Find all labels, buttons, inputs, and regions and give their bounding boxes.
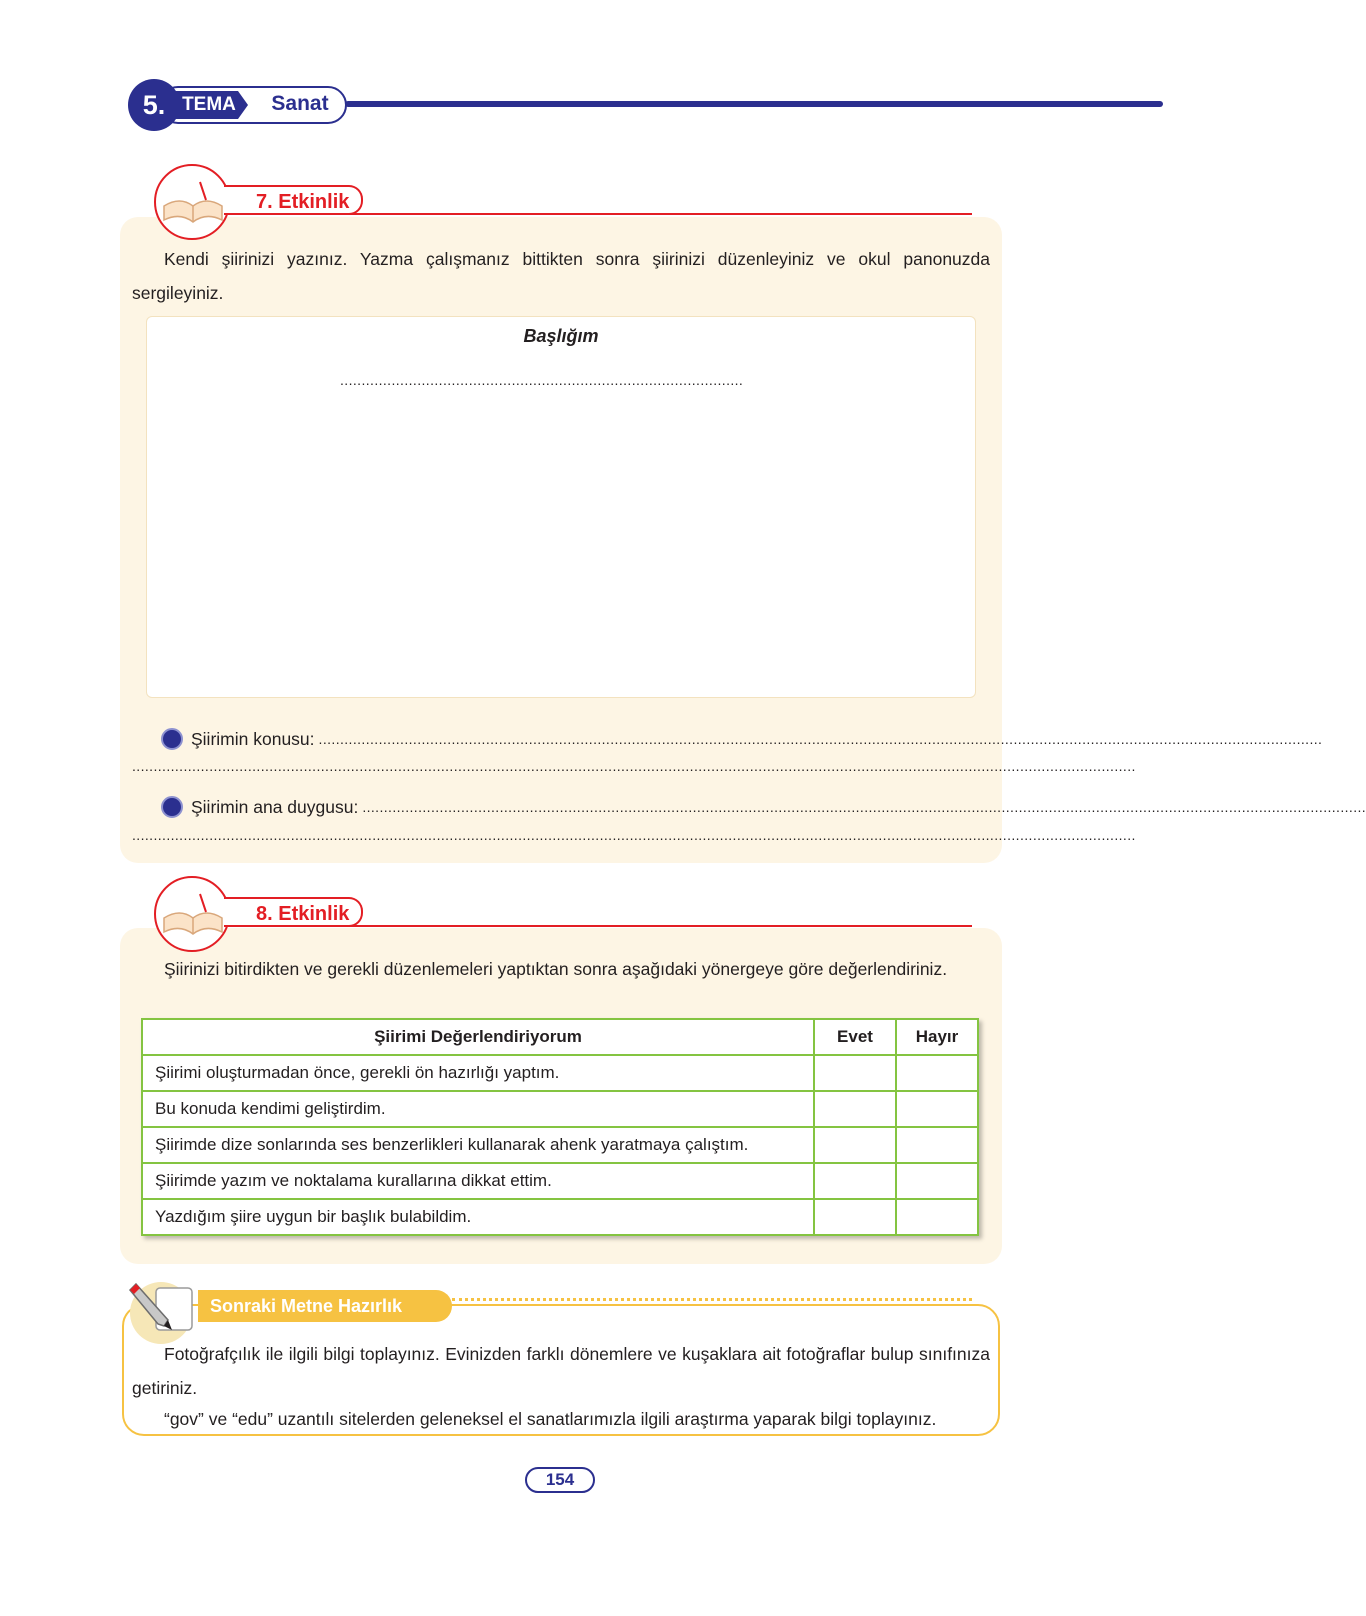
no-checkbox-cell[interactable] bbox=[896, 1055, 978, 1091]
yes-checkbox-cell[interactable] bbox=[814, 1091, 896, 1127]
activity8-instruction: Şiirinizi bitirdikten ve gerekli düzenlemeleri yaptıktan sonra aşağıdaki yönergeye göre değerlendiriniz. bbox=[164, 959, 948, 979]
poem-title-label: Başlığım bbox=[523, 326, 599, 346]
poem-topic-fill[interactable]: .......................................................................................................................................................................................................................................... bbox=[318, 731, 1323, 747]
criteria-cell: Bu konuda kendimi geliştirdim. bbox=[142, 1091, 814, 1127]
chevron-right-icon bbox=[161, 796, 183, 818]
poem-emotion-label: Şiirimin ana duygusu: bbox=[191, 797, 359, 817]
open-book-icon bbox=[160, 176, 226, 228]
prep-paragraph-2: “gov” ve “edu” uzantılı sitelerden geleneksel el sanatlarımızla ilgili araştırma yaparak bilgi toplayınız. bbox=[164, 1409, 937, 1429]
table-header-row bbox=[142, 1019, 978, 1055]
poem-topic-row[interactable] bbox=[191, 726, 1323, 752]
poem-emotion-fill[interactable]: .......................................................................................................................................................................................................................................... bbox=[362, 799, 1366, 815]
pencil-note-icon bbox=[128, 1276, 200, 1338]
activity8-rule bbox=[340, 925, 972, 927]
header-rule bbox=[345, 101, 1163, 107]
criteria-cell: Şiirimi oluşturmadan önce, gerekli ön hazırlığı yaptım. bbox=[142, 1055, 814, 1091]
theme-number: 5. bbox=[142, 90, 166, 120]
yes-checkbox-cell[interactable] bbox=[814, 1163, 896, 1199]
poem-topic-line-2[interactable]: .......................................................................................................................................................................................................................................... bbox=[132, 758, 1136, 774]
yes-checkbox-cell[interactable] bbox=[814, 1055, 896, 1091]
activity7-title: 7. Etkinlik bbox=[224, 185, 363, 215]
yes-checkbox-cell[interactable] bbox=[814, 1199, 896, 1235]
activity7-instruction: Kendi şiirinizi yazınız. Yazma çalışmanız bittikten sonra şiirinizi düzenleyiniz ve okul panonuzda sergileyiniz. bbox=[132, 249, 990, 303]
table-row bbox=[142, 1163, 978, 1199]
poem-title-line[interactable]: .............................................................................................. bbox=[340, 372, 744, 388]
table-row bbox=[142, 1055, 978, 1091]
no-checkbox-cell[interactable] bbox=[896, 1127, 978, 1163]
open-book-icon bbox=[160, 888, 226, 940]
criteria-header: Şiirimi Değerlendiriyorum bbox=[142, 1019, 814, 1055]
theme-name: Sanat bbox=[271, 92, 329, 115]
criteria-cell: Şiirimde dize sonlarında ses benzerlikleri kullanarak ahenk yaratmaya çalıştım. bbox=[142, 1127, 814, 1163]
table-row bbox=[142, 1127, 978, 1163]
no-checkbox-cell[interactable] bbox=[896, 1199, 978, 1235]
poem-emotion-line-2[interactable]: .......................................................................................................................................................................................................................................... bbox=[132, 827, 1136, 843]
no-header: Hayır bbox=[896, 1019, 978, 1055]
poem-emotion-row[interactable] bbox=[191, 794, 1366, 820]
evaluation-table bbox=[141, 1018, 979, 1236]
prep-title: Sonraki Metne Hazırlık bbox=[198, 1290, 452, 1322]
table-row bbox=[142, 1199, 978, 1235]
page-number: 154 bbox=[525, 1467, 595, 1493]
criteria-cell: Yazdığım şiire uygun bir başlık bulabildim. bbox=[142, 1199, 814, 1235]
yes-header: Evet bbox=[814, 1019, 896, 1055]
criteria-cell: Şiirimde yazım ve noktalama kurallarına dikkat ettim. bbox=[142, 1163, 814, 1199]
table-row bbox=[142, 1091, 978, 1127]
yes-checkbox-cell[interactable] bbox=[814, 1127, 896, 1163]
poem-topic-label: Şiirimin konusu: bbox=[191, 729, 315, 749]
activity7-rule bbox=[340, 213, 972, 215]
activity8-title: 8. Etkinlik bbox=[224, 897, 363, 927]
chevron-right-icon bbox=[161, 728, 183, 750]
no-checkbox-cell[interactable] bbox=[896, 1091, 978, 1127]
no-checkbox-cell[interactable] bbox=[896, 1163, 978, 1199]
theme-label: TEMA bbox=[182, 94, 236, 115]
prep-paragraph-1: Fotoğrafçılık ile ilgili bilgi toplayınız. Evinizden farklı dönemlere ve kuşaklara ait fotoğraflar bulup sınıfınıza getiriniz. bbox=[132, 1344, 990, 1398]
prep-dotted-rule bbox=[452, 1298, 972, 1305]
